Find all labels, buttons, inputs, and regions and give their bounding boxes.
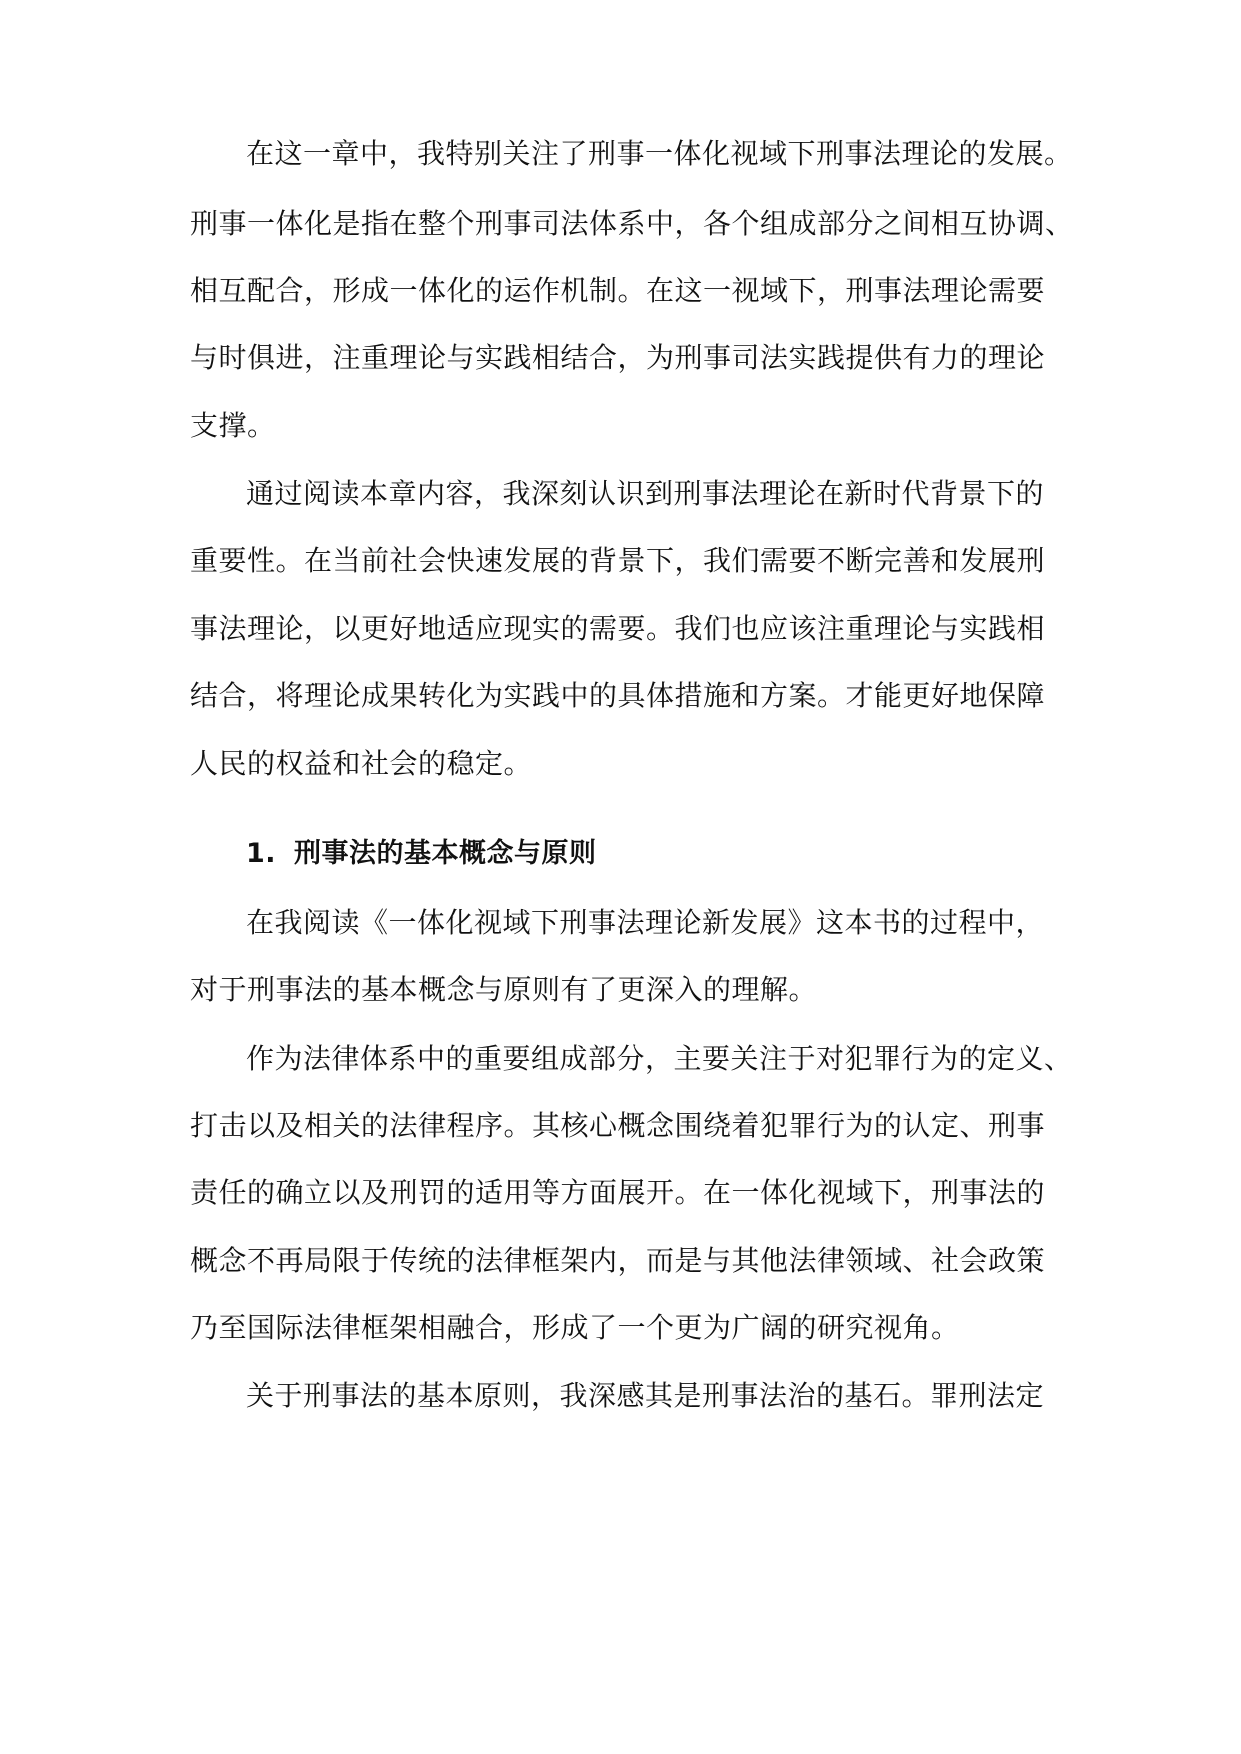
section-heading (246, 834, 597, 874)
paragraph-line: 支撑。 (190, 409, 276, 442)
paragraph-line: 事法理论，以更好地适应现实的需要。我们也应该注重理论与实践相 (190, 612, 1046, 645)
paragraph-line: 对于刑事法的基本概念与原则有了更深入的理解。 (190, 973, 818, 1006)
paragraph-line: 与时俱进，注重理论与实践相结合，为刑事司法实践提供有力的理论 (190, 341, 1046, 374)
section-title: 刑事法的基本概念与原则 (294, 838, 597, 869)
paragraph-line: 结合，将理论成果转化为实践中的具体措施和方案。才能更好地保障 (190, 679, 1046, 712)
paragraph-line: 乃至国际法律框架相融合，形成了一个更为广阔的研究视角。 (190, 1311, 960, 1344)
section-number: 1. (246, 838, 277, 869)
paragraph-line: 人民的权益和社会的稳定。 (190, 747, 533, 780)
paragraph-line: 概念不再局限于传统的法律框架内，而是与其他法律领域、社会政策 (190, 1244, 1046, 1277)
paragraph-line: 打击以及相关的法律程序。其核心概念围绕着犯罪行为的认定、刑事 (190, 1109, 1046, 1142)
paragraph-line: 作为法律体系中的重要组成部分，主要关注于对犯罪行为的定义、 (246, 1042, 1073, 1075)
paragraph-line: 刑事一体化是指在整个刑事司法体系中，各个组成部分之间相互协调、 (190, 207, 1074, 240)
paragraph-line: 相互配合，形成一体化的运作机制。在这一视域下，刑事法理论需要 (190, 274, 1046, 307)
paragraph-line: 在这一章中，我特别关注了刑事一体化视域下刑事法理论的发展。 (246, 137, 1073, 170)
paragraph-line: 在我阅读《一体化视域下刑事法理论新发展》这本书的过程中， (246, 906, 1045, 939)
paragraph-line: 通过阅读本章内容，我深刻认识到刑事法理论在新时代背景下的 (246, 477, 1045, 510)
paragraph-line: 关于刑事法的基本原则，我深感其是刑事法治的基石。罪刑法定 (246, 1379, 1045, 1412)
paragraph-line: 责任的确立以及刑罚的适用等方面展开。在一体化视域下，刑事法的 (190, 1176, 1046, 1209)
paragraph-line: 重要性。在当前社会快速发展的背景下，我们需要不断完善和发展刑 (190, 544, 1046, 577)
